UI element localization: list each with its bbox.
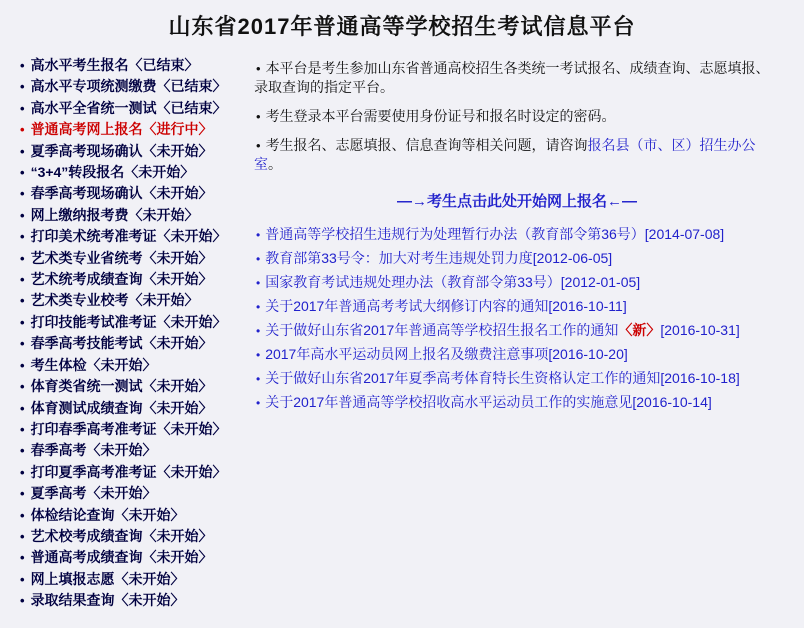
info-paragraph-contact	[254, 136, 780, 174]
news-link[interactable]: 普通高等学校招生违规行为处理暂行办法（教育部令第36号）	[265, 226, 645, 242]
sidebar-link[interactable]: 普通高考网上报名〈进行中〉	[30, 121, 213, 138]
news-link[interactable]: 关于做好山东省2017年夏季高考体育特长生资格认定工作的通知	[265, 370, 661, 386]
bullet-icon: •	[20, 122, 25, 138]
content	[0, 55, 804, 612]
news-list	[254, 223, 780, 415]
bullet-icon: •	[256, 138, 261, 153]
news-date: [2012-01-05]	[560, 274, 641, 290]
sidebar-item-xiaji-queren[interactable]	[14, 141, 246, 162]
sidebar-link[interactable]: 打印技能考试准考证〈未开始〉	[30, 313, 227, 330]
sidebar-link[interactable]: 考生体检〈未开始〉	[30, 356, 157, 373]
page	[0, 10, 804, 612]
sidebar-link[interactable]: 体育测试成绩查询〈未开始〉	[30, 399, 213, 416]
news-date: [2016-10-11]	[548, 298, 627, 314]
bullet-icon: •	[20, 100, 25, 116]
sidebar-item-yishu-chengji[interactable]	[14, 269, 246, 290]
news-item[interactable]	[254, 391, 780, 415]
bullet-icon: •	[20, 421, 25, 437]
sidebar-link[interactable]: 高水平考生报名〈已结束〉	[30, 57, 199, 73]
news-date: [2016-10-31]	[660, 322, 740, 338]
bullet-icon: •	[20, 229, 25, 245]
bullet-icon: •	[20, 336, 25, 352]
bullet-icon: •	[256, 324, 261, 338]
bullet-icon: •	[20, 400, 25, 416]
news-item[interactable]	[254, 367, 780, 391]
sidebar-item-meishu-zhunkaozheng[interactable]	[14, 226, 246, 247]
news-item[interactable]	[254, 247, 780, 271]
sidebar-link[interactable]: 普通高考成绩查询〈未开始〉	[30, 549, 213, 566]
bullet-icon: •	[20, 293, 25, 309]
page-title: 山东省2017年普通高等学校招生考试信息平台	[168, 14, 636, 39]
news-item[interactable]	[254, 319, 780, 343]
sidebar-item-chunji-zhunkaozheng[interactable]	[14, 419, 246, 440]
info-text: 。	[268, 156, 282, 172]
news-link[interactable]: 关于做好山东省2017年普通高等学校招生报名工作的通知	[265, 322, 619, 338]
sidebar-item-yishu-xiaokao[interactable]	[14, 290, 246, 311]
bullet-icon: •	[20, 593, 25, 609]
bullet-icon: •	[20, 528, 25, 544]
news-link[interactable]: 国家教育考试违规处理办法（教育部令第33号）	[265, 274, 561, 290]
sidebar-item-xiaji-zhunkaozheng[interactable]	[14, 462, 246, 483]
news-link[interactable]: 关于2017年普通高等学校招收高水平运动员工作的实施意见	[265, 394, 633, 410]
sidebar-item-jineng-zhunkaozheng[interactable]	[14, 312, 246, 333]
bullet-icon: •	[256, 109, 261, 124]
sidebar-link[interactable]: 打印春季高考准考证〈未开始〉	[30, 420, 227, 437]
sidebar-link[interactable]: 体检结论查询〈未开始〉	[30, 506, 185, 523]
sidebar-item-chunji-gaokao[interactable]	[14, 440, 246, 461]
sidebar-item-quansheng-ceshi[interactable]	[14, 98, 246, 119]
sidebar-link[interactable]: 网上填报志愿〈未开始〉	[30, 570, 185, 587]
sidebar-item-yishu-shengtongkao[interactable]	[14, 248, 246, 269]
sidebar-item-tiyu-chengji[interactable]	[14, 398, 246, 419]
info-paragraph-login	[254, 107, 780, 126]
news-item[interactable]	[254, 295, 780, 319]
sidebar-link[interactable]: 高水平专项统测缴费〈已结束〉	[30, 78, 227, 95]
sidebar-link[interactable]: 打印美术统考准考证〈未开始〉	[30, 228, 227, 245]
news-date: [2012-06-05]	[532, 250, 613, 266]
new-badge: 〈新〉	[618, 322, 661, 338]
news-date: [2016-10-14]	[632, 394, 712, 410]
sidebar-item-tijian-jielun[interactable]	[14, 505, 246, 526]
sidebar-item-gaokao-chengji[interactable]	[14, 547, 246, 568]
sidebar-menu	[14, 55, 246, 612]
sidebar-link[interactable]: 艺术校考成绩查询〈未开始〉	[30, 527, 213, 544]
sidebar-item-tiyu-ceshi[interactable]	[14, 376, 246, 397]
sidebar-item-xiaokao-chengji[interactable]	[14, 526, 246, 547]
bullet-icon: •	[20, 165, 25, 181]
bullet-icon: •	[20, 571, 25, 587]
bullet-icon: •	[20, 550, 25, 566]
news-link[interactable]: 关于2017年普通高考考试大纲修订内容的通知	[265, 298, 549, 314]
bullet-icon: •	[20, 250, 25, 266]
sidebar-link[interactable]: 春季高考〈未开始〉	[30, 442, 157, 459]
bullet-icon: •	[256, 372, 261, 386]
bullet-icon: •	[256, 276, 261, 290]
bullet-icon: •	[256, 396, 261, 410]
sidebar-item-zhuanxiang-jiaofei[interactable]	[14, 76, 246, 97]
arrow-left-icon: ←—	[607, 193, 637, 210]
sidebar-link[interactable]: 录取结果查询〈未开始〉	[30, 592, 185, 609]
bullet-icon: •	[20, 143, 25, 159]
main-panel	[246, 55, 780, 415]
info-text: 考生登录本平台需要使用身份证号和报名时设定的密码。	[265, 108, 616, 124]
sidebar-link[interactable]: “3+4”转段报名〈未开始〉	[30, 164, 195, 181]
bullet-icon: •	[20, 507, 25, 523]
sidebar-link[interactable]: 高水平全省统一测试〈已结束〉	[30, 99, 227, 116]
bullet-icon: •	[256, 61, 261, 76]
news-item[interactable]	[254, 271, 780, 295]
info-paragraph-platform	[254, 59, 780, 97]
sidebar-item-tianbao-zhiyuan[interactable]	[14, 569, 246, 590]
bullet-icon: •	[20, 186, 25, 202]
news-item[interactable]	[254, 343, 780, 367]
start-link-label: 考生点击此处开始网上报名	[426, 193, 607, 210]
bullet-icon: •	[20, 464, 25, 480]
sidebar-item-3plus4-baoming[interactable]	[14, 162, 246, 183]
admissions-office-link[interactable]: 报名县（市、区）招生办公室	[254, 137, 756, 172]
bullet-icon: •	[256, 228, 261, 242]
sidebar-link[interactable]: 艺术统考成绩查询〈未开始〉	[30, 271, 213, 288]
sidebar-item-wangshang-baoming-active[interactable]	[14, 119, 246, 140]
sidebar-link[interactable]: 春季高考技能考试〈未开始〉	[30, 335, 213, 352]
sidebar-link[interactable]: 春季高考现场确认〈未开始〉	[30, 185, 213, 202]
news-date: [2016-10-18]	[660, 370, 740, 386]
bullet-icon: •	[256, 252, 261, 266]
bullet-icon: •	[20, 272, 25, 288]
arrow-right-icon: —→	[396, 193, 427, 210]
bullet-icon: •	[20, 443, 25, 459]
bullet-icon: •	[20, 486, 25, 502]
bullet-icon: •	[20, 314, 25, 330]
bullet-icon: •	[20, 58, 25, 73]
sidebar-link[interactable]: 打印夏季高考准考证〈未开始〉	[30, 463, 227, 480]
bullet-icon: •	[20, 207, 25, 223]
bullet-icon: •	[20, 79, 25, 95]
sidebar-link[interactable]: 夏季高考现场确认〈未开始〉	[30, 142, 213, 159]
sidebar-item-xiaji-gaokao[interactable]	[14, 483, 246, 504]
news-link[interactable]: 教育部第33号令：加大对考生违规处罚力度	[265, 250, 533, 266]
sidebar-item-luqu-jieguo[interactable]	[14, 590, 246, 611]
sidebar-link[interactable]: 网上缴纳报考费〈未开始〉	[30, 206, 199, 223]
bullet-icon: •	[256, 300, 261, 314]
news-link[interactable]: 2017年高水平运动员网上报名及缴费注意事项	[265, 346, 549, 362]
sidebar-link[interactable]: 夏季高考〈未开始〉	[30, 485, 157, 502]
sidebar-item-chunji-queren[interactable]	[14, 183, 246, 204]
sidebar-link[interactable]: 艺术类专业校考〈未开始〉	[30, 292, 199, 309]
sidebar-item-chunji-jineng[interactable]	[14, 333, 246, 354]
sidebar-item-jiaona-baokaofei[interactable]	[14, 205, 246, 226]
start-registration-link[interactable]	[397, 193, 637, 210]
start-link-row	[254, 190, 780, 211]
sidebar-link[interactable]: 体育类省统一测试〈未开始〉	[30, 378, 213, 395]
bullet-icon: •	[256, 348, 261, 362]
news-item[interactable]	[254, 223, 780, 247]
sidebar-item-tijian[interactable]	[14, 355, 246, 376]
news-date: [2014-07-08]	[644, 226, 725, 242]
info-text: 本平台是考生参加山东省普通高校招生各类统一考试报名、成绩查询、志愿填报、录取查询的指定平台。	[254, 60, 770, 95]
bullet-icon: •	[20, 379, 25, 395]
bullet-icon: •	[20, 357, 25, 373]
sidebar-item-gaoshuiping-baoming[interactable]	[14, 55, 246, 76]
info-text: 考生报名、志愿填报、信息查询等相关问题，请咨询	[265, 137, 588, 153]
news-date: [2016-10-20]	[548, 346, 628, 362]
sidebar-link[interactable]: 艺术类专业省统考〈未开始〉	[30, 249, 213, 266]
